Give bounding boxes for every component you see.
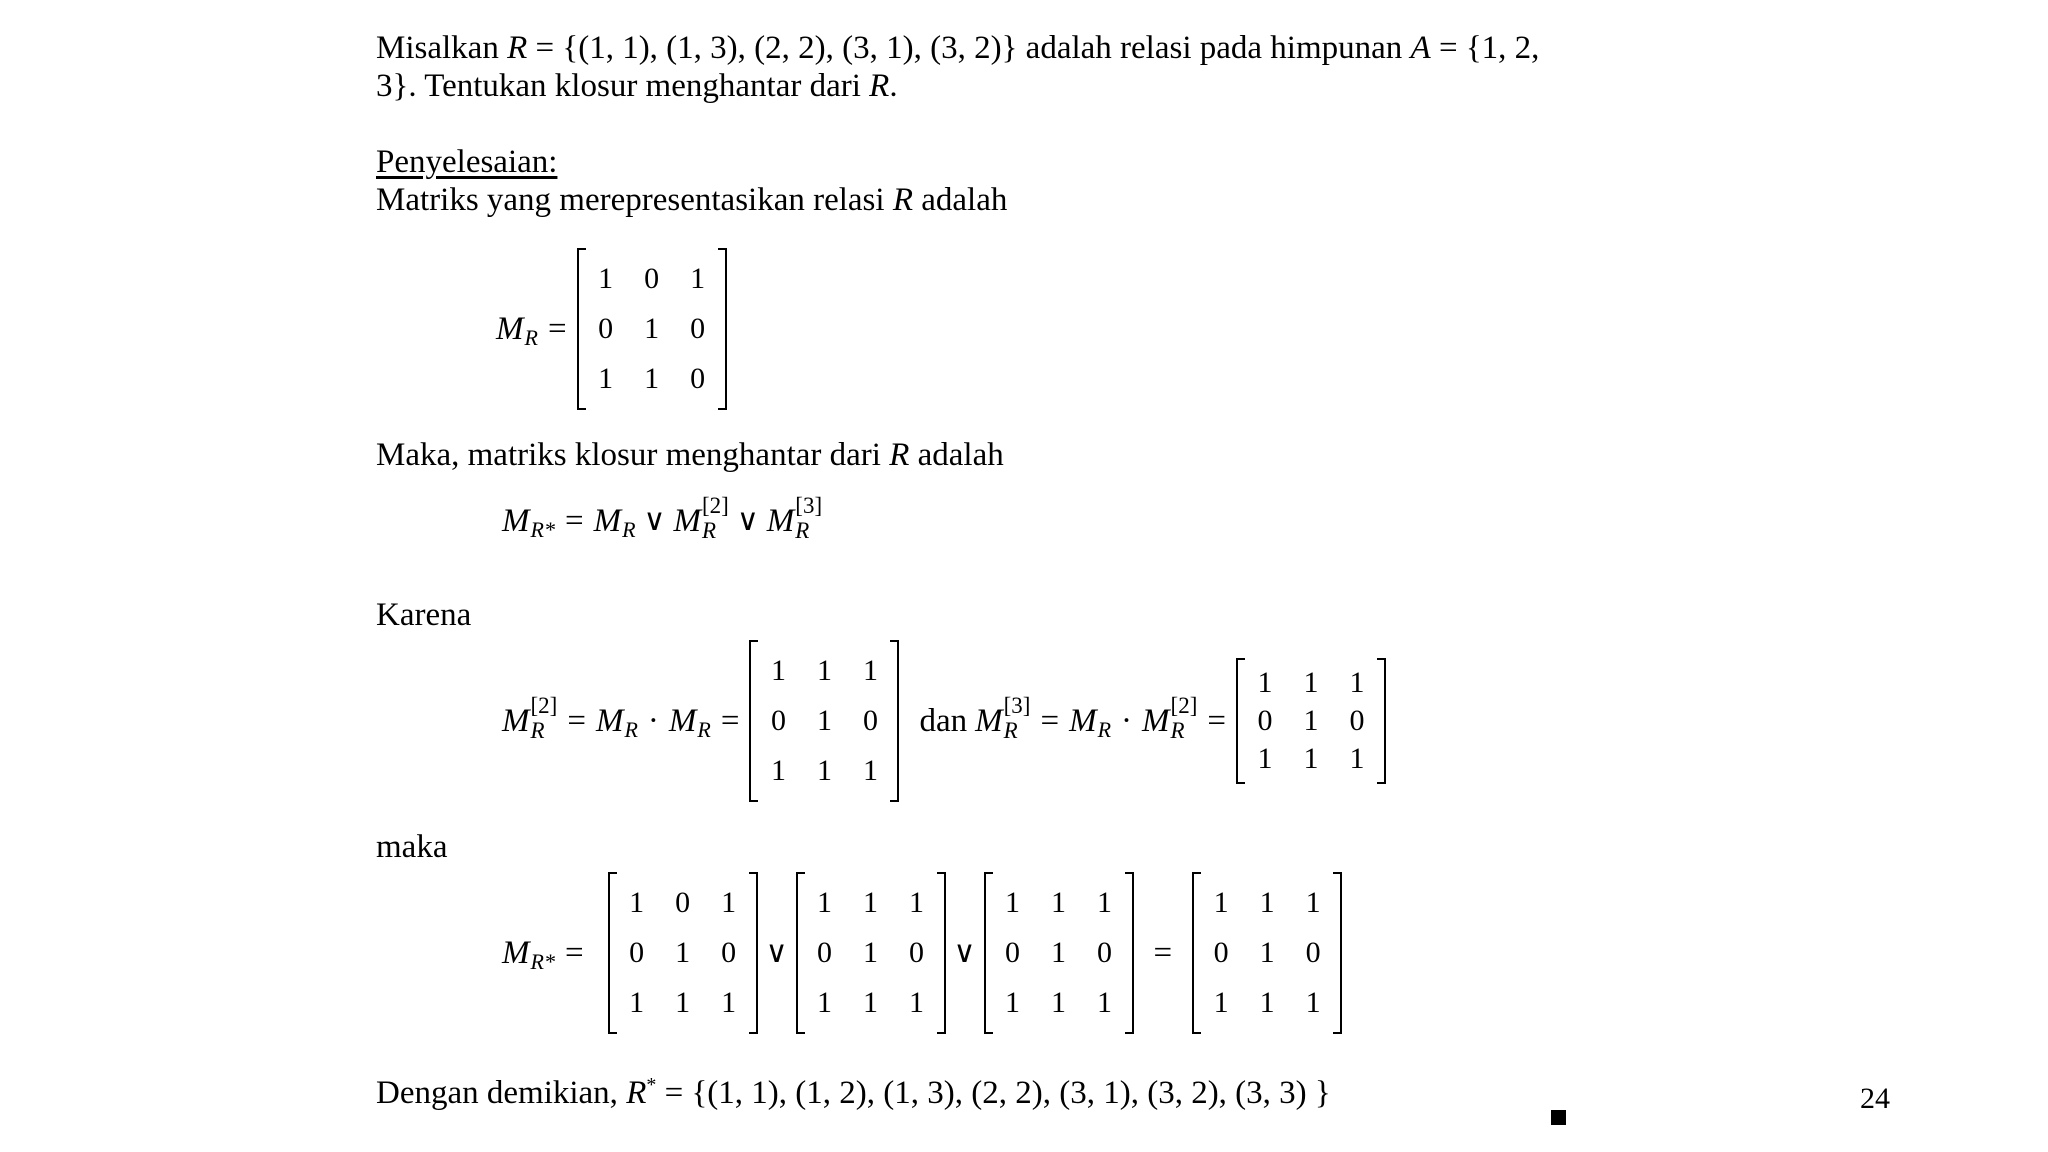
matrix-cell: 0	[1005, 936, 1021, 969]
matrix-symbol: M	[502, 934, 530, 971]
page-number: 24	[1860, 1082, 1890, 1115]
matrix-cell: 0	[690, 362, 706, 395]
matrix-cell: 1	[816, 704, 832, 737]
matrix-cell: 0	[675, 886, 691, 919]
matrix-cell: 1	[1305, 886, 1321, 919]
closure-star: *	[646, 1074, 657, 1096]
or-operator: ∨	[765, 936, 788, 969]
power-2	[530, 693, 558, 744]
problem-line-2	[376, 67, 898, 105]
matrix-cell: 1	[909, 986, 925, 1019]
matrix-cell: 1	[817, 886, 833, 919]
matrix-symbol: M	[673, 502, 701, 539]
matrix-cell: 1	[598, 362, 614, 395]
closure-intro	[376, 436, 1004, 474]
superscript: [2]	[1170, 693, 1198, 718]
closure-formula	[502, 493, 823, 544]
matrix-cell: 0	[1097, 936, 1113, 969]
final-equation	[502, 872, 1342, 1034]
matrix-cell: 0	[909, 936, 925, 969]
matrix-cell: 1	[721, 886, 737, 919]
power-3	[795, 493, 823, 544]
matrix-cell: 1	[862, 754, 878, 787]
conclusion-text: Dengan demikian,	[376, 1075, 627, 1111]
solution-heading: Penyelesaian:	[376, 144, 558, 180]
matrix-cell: 0	[1257, 704, 1273, 737]
subscript: R*	[530, 517, 555, 542]
matrix-result	[1192, 872, 1342, 1034]
matrix-cell: 1	[863, 886, 879, 919]
matrix-cell: 1	[721, 986, 737, 1019]
relation-symbol: R	[889, 437, 910, 473]
matrix-cell: 0	[644, 262, 660, 295]
equals-sign: =	[564, 934, 584, 971]
relation-symbol: R	[626, 1075, 647, 1111]
matrix-mr2	[749, 640, 899, 802]
matrix-symbol: M	[496, 310, 524, 347]
matrix-cell: 1	[1305, 986, 1321, 1019]
problem-line-1	[376, 29, 1539, 67]
intro-text: adalah	[913, 182, 1008, 218]
matrix-cell: 1	[644, 312, 660, 345]
matrix-cell: 1	[770, 654, 786, 687]
matrix-cell: 1	[1303, 666, 1319, 699]
equals-sign: =	[1207, 702, 1226, 739]
matrix-cell: 1	[644, 362, 660, 395]
superscript: [3]	[1003, 693, 1031, 718]
relation-symbol: R	[869, 68, 890, 104]
matrix-cell: 0	[721, 936, 737, 969]
matrix-cell: 1	[1349, 742, 1365, 775]
matrix-cell: 1	[1213, 886, 1229, 919]
end-of-proof-mark	[1551, 1110, 1566, 1125]
matrix-cell: 1	[1349, 666, 1365, 699]
subscript: R	[1003, 718, 1018, 743]
matrix-cell: 1	[1097, 886, 1113, 919]
matrix-mr3	[1236, 658, 1386, 784]
relation-symbol: R	[507, 30, 528, 66]
matrix-cell: 0	[817, 936, 833, 969]
subscript: R	[1170, 718, 1185, 743]
equals-sign: =	[567, 702, 586, 739]
matrix-mr	[577, 248, 727, 410]
subscript: R*	[530, 949, 555, 974]
equals-sign: =	[564, 502, 584, 539]
conclusion-text: = {(1, 1), (1, 2), (1, 3), (2, 2), (3, 1), (3, 2), (3, 3) }	[656, 1075, 1331, 1111]
matrix-symbol: M	[502, 502, 530, 539]
matrix-final-mr	[608, 872, 758, 1034]
matrix-cell: 1	[1051, 936, 1067, 969]
or-operator: ∨	[953, 936, 976, 969]
set-symbol: A	[1410, 30, 1431, 66]
solution-intro	[376, 181, 1007, 219]
subscript: R	[622, 517, 636, 542]
conclusion	[376, 1066, 1331, 1112]
product-operator: ·	[1121, 702, 1133, 739]
equals-sign: =	[1040, 702, 1060, 739]
problem-text: .	[889, 68, 898, 104]
matrix-cell: 0	[1213, 936, 1229, 969]
matrix-cell: 1	[675, 986, 691, 1019]
subscript: R	[1097, 717, 1112, 742]
subscript: R	[624, 717, 638, 742]
matrix-symbol: M	[1142, 702, 1170, 739]
maka-label: maka	[376, 829, 448, 865]
or-operator: ∨	[643, 504, 666, 537]
matrix-symbol: M	[766, 502, 795, 539]
superscript: [2]	[530, 693, 558, 718]
superscript: [3]	[795, 493, 823, 518]
power-3	[1003, 693, 1031, 744]
matrix-cell: 1	[862, 654, 878, 687]
matrix-cell: 1	[675, 936, 691, 969]
matrix-cell: 1	[816, 754, 832, 787]
matrix-symbol: M	[975, 702, 1003, 739]
dan-label: dan	[919, 703, 968, 739]
problem-text: = {(1, 1), (1, 3), (2, 2), (3, 1), (3, 2)} adalah relasi pada himpunan	[527, 30, 1411, 66]
matrix-cell: 1	[909, 886, 925, 919]
matrix-cell: 0	[629, 936, 645, 969]
subscript: R	[524, 325, 538, 350]
matrix-symbol: M	[593, 502, 622, 539]
matrix-cell: 1	[629, 986, 645, 1019]
matrix-cell: 0	[690, 312, 706, 345]
matrix-cell: 1	[863, 936, 879, 969]
superscript: [2]	[702, 493, 729, 518]
matrix-symbol: M	[668, 702, 697, 739]
problem-text: 3}. Tentukan klosur menghantar dari	[376, 68, 870, 104]
matrix-cell: 1	[1097, 986, 1113, 1019]
matrix-cell: 1	[1303, 742, 1319, 775]
intro-text: Matriks yang merepresentasikan relasi	[376, 182, 893, 218]
subscript: R	[795, 518, 810, 543]
equals-sign: =	[1153, 934, 1173, 971]
matrix-cell: 1	[816, 654, 832, 687]
power-2	[702, 493, 729, 544]
matrix-cell: 1	[770, 754, 786, 787]
matrix-cell: 1	[598, 262, 614, 295]
equals-sign: =	[547, 310, 567, 347]
matrix-symbol: M	[595, 702, 624, 739]
power-2	[1170, 693, 1198, 744]
matrix-cell: 0	[770, 704, 786, 737]
matrix-final-mr2	[796, 872, 946, 1034]
matrix-cell: 0	[598, 312, 614, 345]
matrix-cell: 1	[1213, 986, 1229, 1019]
mr-equation	[496, 248, 727, 410]
or-operator: ∨	[736, 504, 759, 537]
subscript: R	[530, 718, 545, 743]
matrix-cell: 1	[1257, 742, 1273, 775]
matrix-cell: 1	[1259, 886, 1275, 919]
problem-text: Misalkan	[376, 30, 508, 66]
intro-text: adalah	[909, 437, 1004, 473]
matrix-final-mr3	[984, 872, 1134, 1034]
matrix-cell: 1	[817, 986, 833, 1019]
matrix-cell: 0	[1349, 704, 1365, 737]
problem-text: = {1, 2,	[1430, 30, 1540, 66]
matrix-cell: 1	[629, 886, 645, 919]
matrix-symbol: M	[1069, 702, 1097, 739]
subscript: R	[697, 717, 711, 742]
mr2-equation	[502, 640, 1386, 802]
matrix-symbol: M	[502, 702, 530, 739]
subscript: R	[702, 518, 717, 543]
intro-text: Maka, matriks klosur menghantar dari	[376, 437, 890, 473]
matrix-cell: 1	[1303, 704, 1319, 737]
matrix-cell: 1	[1257, 666, 1273, 699]
karena-label: Karena	[376, 597, 472, 633]
product-operator: ·	[647, 702, 659, 739]
matrix-cell: 1	[1259, 986, 1275, 1019]
matrix-cell: 0	[862, 704, 878, 737]
matrix-cell: 0	[1305, 936, 1321, 969]
matrix-cell: 1	[1051, 886, 1067, 919]
equals-sign: =	[720, 702, 740, 739]
matrix-cell: 1	[1005, 886, 1021, 919]
matrix-cell: 1	[1005, 986, 1021, 1019]
matrix-cell: 1	[863, 986, 879, 1019]
matrix-cell: 1	[1259, 936, 1275, 969]
matrix-cell: 1	[690, 262, 706, 295]
matrix-cell: 1	[1051, 986, 1067, 1019]
relation-symbol: R	[892, 182, 913, 218]
